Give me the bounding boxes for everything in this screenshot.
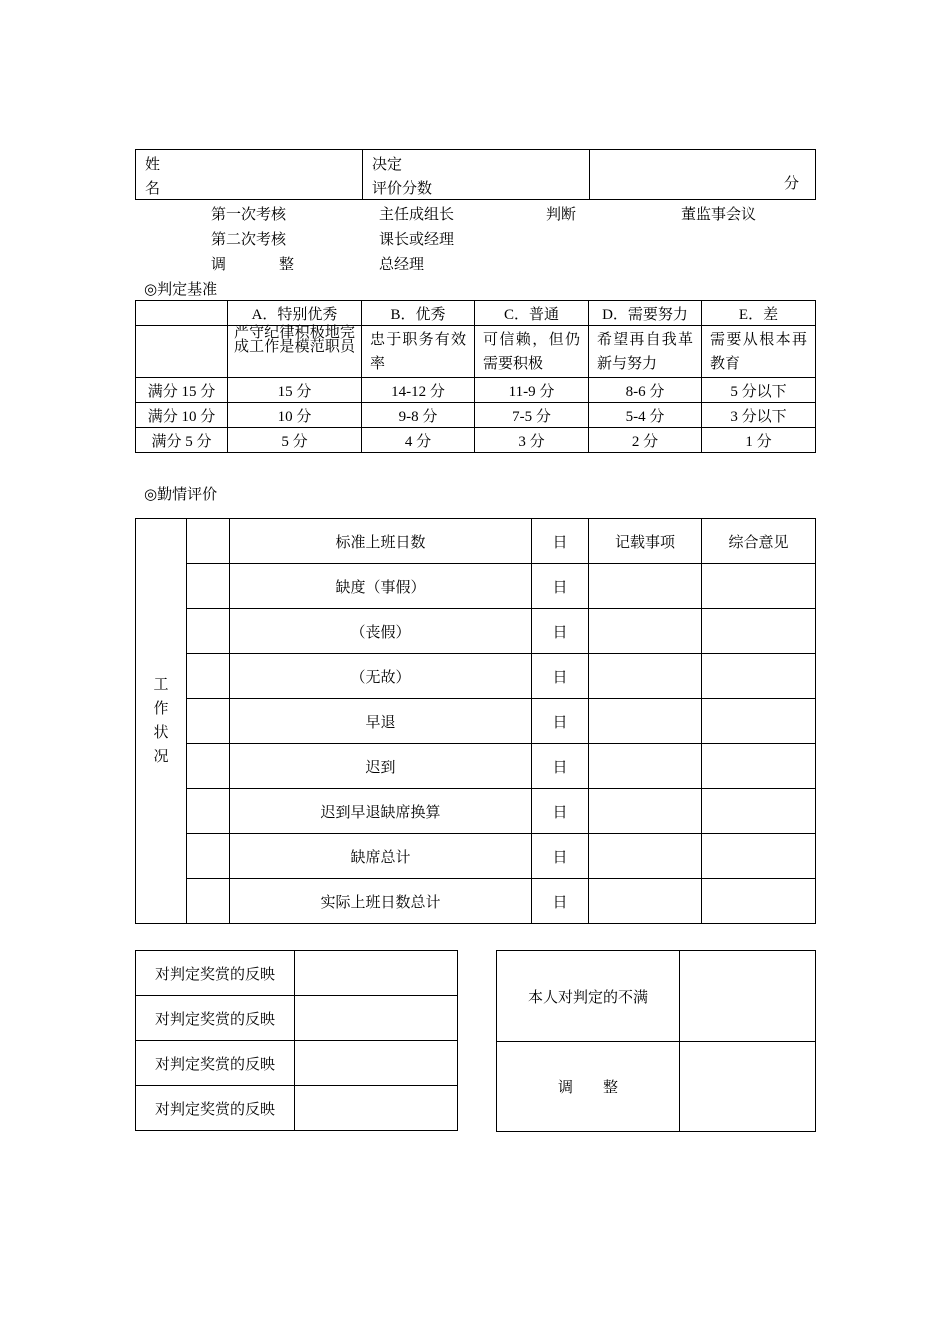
row-label: 满分 15 分: [136, 378, 228, 403]
item-label: 实际上班日数总计: [230, 879, 532, 924]
score-unit: 分: [783, 176, 799, 192]
grade-e: E．差: [702, 301, 816, 326]
decide-label-2: 评价分数: [372, 181, 433, 197]
day-unit: 日: [532, 609, 589, 654]
name-label-2: 名: [145, 181, 161, 197]
opinion-cell[interactable]: [702, 879, 816, 924]
side-char: 况: [153, 749, 169, 765]
header-table: [135, 149, 816, 200]
desc-c: [475, 326, 589, 378]
reward-label: 对判定奖赏的反映: [136, 1041, 295, 1086]
table-row: [136, 1041, 458, 1086]
item-label: （丧假）: [230, 609, 532, 654]
adjust-char-1: 调: [557, 1080, 573, 1096]
table-row: [136, 1086, 458, 1131]
table-row: [136, 834, 816, 879]
record-cell[interactable]: [589, 654, 702, 699]
score-cell[interactable]: [590, 150, 816, 200]
name-cell[interactable]: [136, 150, 363, 200]
blank-cell[interactable]: [187, 789, 230, 834]
side-char: 状: [153, 725, 169, 741]
score-d: 5-4 分: [589, 403, 702, 428]
side-char: 工: [153, 677, 169, 693]
reward-label: 对判定奖赏的反映: [136, 1086, 295, 1131]
criteria-row: [136, 428, 816, 453]
score-c: 11-9 分: [475, 378, 589, 403]
table-row: [497, 1042, 816, 1132]
name-label-1: 姓: [145, 157, 161, 173]
approval-first-review: 第一次考核: [211, 207, 287, 223]
adjust-char-2: 整: [603, 1080, 619, 1096]
desc-e-text: 需要从根本再教育: [710, 332, 807, 372]
blank-cell[interactable]: [187, 519, 230, 564]
approval-general-manager: 总经理: [379, 257, 425, 273]
criteria-table: [135, 300, 816, 453]
blank-cell[interactable]: [187, 834, 230, 879]
score-a: 10 分: [228, 403, 362, 428]
blank-cell[interactable]: [187, 564, 230, 609]
grade-c: C．普通: [475, 301, 589, 326]
attendance-table: [135, 518, 816, 924]
score-d: 8-6 分: [589, 378, 702, 403]
record-cell[interactable]: [589, 789, 702, 834]
day-unit: 日: [532, 699, 589, 744]
blank-cell[interactable]: [187, 879, 230, 924]
dissatisfaction-value-cell[interactable]: [680, 951, 816, 1042]
grade-a: A．特别优秀: [228, 301, 362, 326]
approval-judgement: 判断: [546, 207, 577, 223]
criteria-corner: [136, 301, 228, 326]
approval-manager: 课长或经理: [379, 232, 455, 248]
score-b: 14-12 分: [362, 378, 475, 403]
approval-adjust-2: 整: [279, 257, 295, 273]
criteria-title: ◎判定基准: [144, 282, 218, 298]
opinion-cell[interactable]: [702, 789, 816, 834]
record-cell[interactable]: [589, 609, 702, 654]
opinion-cell[interactable]: [702, 564, 816, 609]
item-label: 标准上班日数: [230, 519, 532, 564]
decide-cell: [363, 150, 590, 200]
score-e: 5 分以下: [702, 378, 816, 403]
reward-value-cell[interactable]: [295, 996, 458, 1041]
score-b: 4 分: [362, 428, 475, 453]
table-row: [136, 519, 816, 564]
desc-corner: [136, 326, 228, 378]
reward-value-cell[interactable]: [295, 1086, 458, 1131]
day-unit: 日: [532, 834, 589, 879]
dissatisfaction-table: [496, 950, 816, 1132]
table-row: [136, 996, 458, 1041]
day-unit: 日: [532, 744, 589, 789]
work-status-label: [136, 519, 187, 924]
criteria-row: [136, 378, 816, 403]
score-c: 7-5 分: [475, 403, 589, 428]
score-e: 3 分以下: [702, 403, 816, 428]
table-row: [136, 879, 816, 924]
blank-cell[interactable]: [187, 609, 230, 654]
grade-b: B．优秀: [362, 301, 475, 326]
score-a: 15 分: [228, 378, 362, 403]
side-char: 作: [153, 701, 169, 717]
approval-supervisor: 主任成组长: [379, 207, 455, 223]
record-cell[interactable]: [589, 564, 702, 609]
table-row: [136, 951, 458, 996]
item-label: （无故）: [230, 654, 532, 699]
day-unit: 日: [532, 564, 589, 609]
dissatisfaction-label: 本人对判定的不满: [497, 951, 680, 1042]
item-label: 迟到: [230, 744, 532, 789]
desc-c-text: 可信赖，但仍需要积极: [483, 332, 580, 372]
opinion-cell[interactable]: [702, 609, 816, 654]
opinion-cell[interactable]: [702, 699, 816, 744]
criteria-row: [136, 403, 816, 428]
record-header: 记载事项: [589, 519, 702, 564]
row-label: 满分 5 分: [136, 428, 228, 453]
opinion-cell[interactable]: [702, 654, 816, 699]
record-cell[interactable]: [589, 879, 702, 924]
day-unit: 日: [532, 789, 589, 834]
record-cell[interactable]: [589, 699, 702, 744]
blank-cell[interactable]: [187, 744, 230, 789]
table-row: [136, 609, 816, 654]
table-row: [136, 744, 816, 789]
desc-b: [362, 326, 475, 378]
table-row: [136, 654, 816, 699]
attendance-title: ◎勤情评价: [144, 487, 218, 503]
item-label: 早退: [230, 699, 532, 744]
adjust-value-cell[interactable]: [680, 1042, 816, 1132]
opinion-header: 综合意见: [702, 519, 816, 564]
table-row: [136, 564, 816, 609]
score-c: 3 分: [475, 428, 589, 453]
score-d: 2 分: [589, 428, 702, 453]
score-e: 1 分: [702, 428, 816, 453]
reward-value-cell[interactable]: [295, 1041, 458, 1086]
decide-label-1: 决定: [372, 157, 403, 173]
day-unit: 日: [532, 879, 589, 924]
reward-label: 对判定奖赏的反映: [136, 996, 295, 1041]
table-row: [136, 699, 816, 744]
desc-e: [702, 326, 816, 378]
table-row: [136, 789, 816, 834]
desc-a: [228, 326, 362, 378]
item-label: 缺席总计: [230, 834, 532, 879]
reward-value-cell[interactable]: [295, 951, 458, 996]
approval-second-review: 第二次考核: [211, 232, 287, 248]
day-unit: 日: [532, 654, 589, 699]
record-cell[interactable]: [589, 744, 702, 789]
desc-a-text: 严守纪律积极地完成工作是模范职员: [234, 325, 355, 355]
item-label: 缺度（事假）: [230, 564, 532, 609]
approval-board: 董监事会议: [681, 207, 757, 223]
day-unit: 日: [532, 519, 589, 564]
blank-cell[interactable]: [187, 654, 230, 699]
row-label: 满分 10 分: [136, 403, 228, 428]
blank-cell[interactable]: [187, 699, 230, 744]
grade-d: D．需要努力: [589, 301, 702, 326]
score-a: 5 分: [228, 428, 362, 453]
desc-b-text: 忠于职务有效率: [370, 332, 466, 372]
adjust-label: [497, 1042, 680, 1132]
opinion-cell[interactable]: [702, 834, 816, 879]
table-row: [497, 951, 816, 1042]
score-b: 9-8 分: [362, 403, 475, 428]
approval-adjust-1: 调: [211, 257, 227, 273]
reward-table: [135, 950, 458, 1131]
desc-d-text: 希望再自我革新与努力: [597, 332, 693, 372]
reward-label: 对判定奖赏的反映: [136, 951, 295, 996]
record-cell[interactable]: [589, 834, 702, 879]
item-label: 迟到早退缺席换算: [230, 789, 532, 834]
desc-d: [589, 326, 702, 378]
opinion-cell[interactable]: [702, 744, 816, 789]
